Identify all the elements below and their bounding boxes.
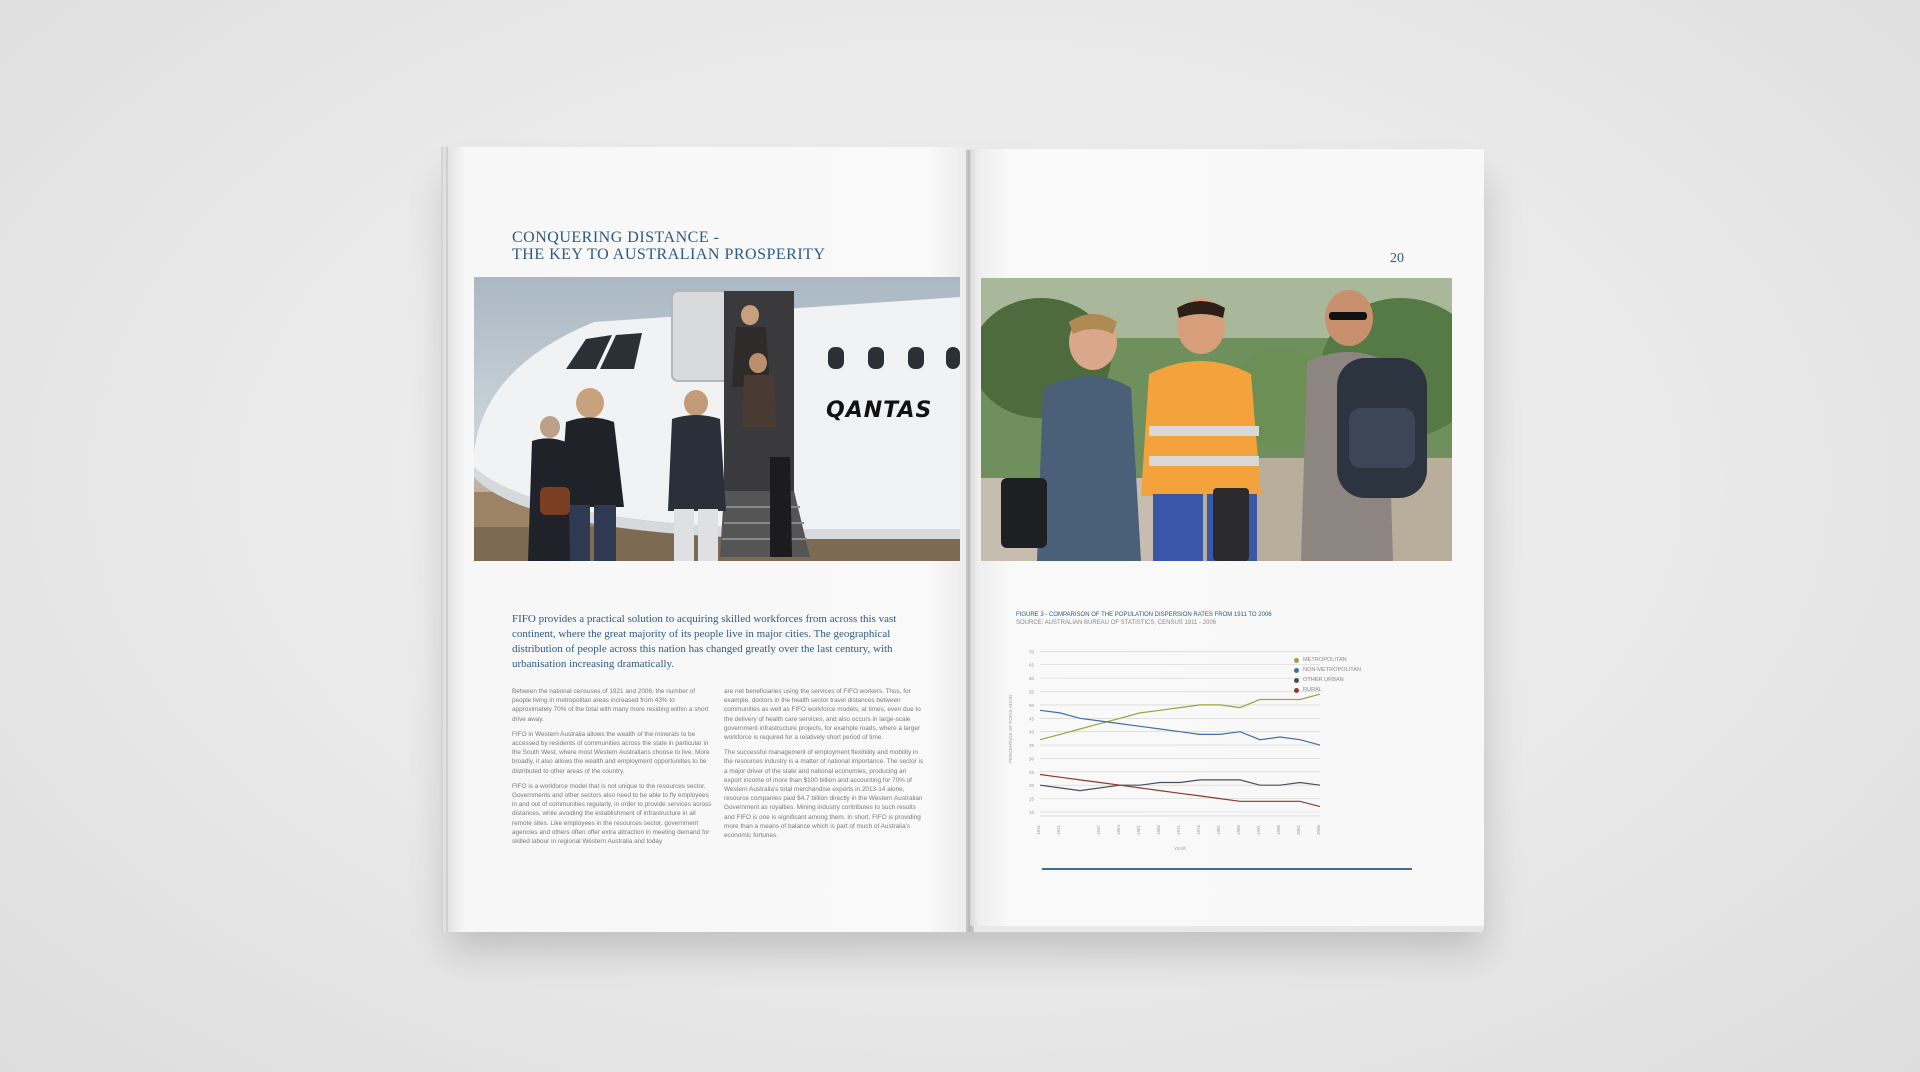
x-tick-label: 1954	[1116, 824, 1121, 836]
body-paragraph: FIFO in Western Australia allows the wealth of the minerals to be accessed by residents of communities across the state in particular in the South West, where most Western Australians choose to live. More broadly, it also allows the wealth and employment opportunities to be distributed to other areas of the country.	[512, 730, 710, 775]
body-paragraph: are net beneficiaries using the services of FIFO workers. Thus, for example, doctors in the health sector travel distances between communities as well as FIFO workforce models, at times, even due to the delivery of health care services, and also occurs in large-scale government infrastructure projects, for example roads, where a larger workforce is required for a relatively short period of time.	[724, 688, 921, 742]
y-tick-label: 45	[1028, 716, 1034, 722]
x-tick-label: 1921	[1056, 824, 1061, 836]
y-tick-label: 55	[1028, 689, 1034, 695]
workers-illustration	[981, 278, 1452, 561]
series-line-non-metropolitan	[1040, 710, 1320, 745]
figure-title: FIGURE 3 - COMPARISON OF THE POPULATION DISPERSION RATES FROM 1911 TO 2006	[1016, 612, 1272, 618]
y-axis-label: PERCENTAGE OF POPULATION	[1008, 694, 1013, 764]
series-line-metropolitan	[1040, 694, 1320, 740]
y-tick-label: 40	[1028, 729, 1034, 735]
legend-item	[1294, 685, 1361, 695]
x-tick-label: 2001	[1296, 824, 1301, 836]
x-tick-label: 1991	[1256, 824, 1261, 836]
legend-item	[1294, 655, 1361, 665]
left-page	[446, 147, 968, 932]
legend-label: OTHER URBAN	[1303, 677, 1344, 683]
population-line-chart	[1000, 634, 1340, 870]
legend-label: RURAL	[1303, 687, 1322, 693]
x-tick-label: 1981	[1216, 824, 1221, 836]
legend-label: NON-METROPOLITAN	[1303, 667, 1362, 673]
qantas-logo-text: QANTAS	[826, 398, 933, 423]
body-paragraph: FIFO is a workforce model that is not unique to the resources sector. Governments and other sectors also need to be able to fly employees in and out of communities regularly, in order to provide services across distances, while avoiding the establishment of infrastructure in all remote sites. Like employees in the resources sector, government agencies and others often offer extra attraction in meeting demand for skilled labour in regional Western Australia and today	[512, 782, 712, 846]
y-tick-label: 50	[1028, 702, 1034, 708]
body-paragraph: The successful management of employment flexibility and mobility in the resources industry is a matter of national importance. The sector is a major driver of the state and national economies, producing an export income of more than $100 billion and accounting for 70% of Western Australia's total merchandise exports in 2013-14 alone, resource companies paid $4.7 billion directly in the Western Australian Government as royalties. Mining industry contributes to such results and FIFO is one is significant among them. In short, FIFO is providing more than a means of balance which is part of much of Australia's economic fortunes.	[724, 749, 924, 840]
y-tick-label: 25	[1028, 769, 1034, 775]
y-tick-label: 30	[1028, 756, 1034, 762]
body-column-1	[512, 687, 712, 852]
legend-swatch-metropolitan	[1294, 658, 1299, 663]
y-tick-label: 35	[1028, 743, 1034, 749]
page-headline	[512, 229, 912, 263]
x-tick-label: 1947	[1096, 824, 1101, 836]
figure-source: SOURCE: AUSTRALIAN BUREAU OF STATISTICS, CENSUS 1911 - 2006	[1016, 620, 1217, 626]
page-number: 20	[1390, 251, 1404, 266]
x-tick-label: 1966	[1156, 824, 1161, 836]
legend-item	[1294, 675, 1361, 685]
y-tick-label: 60	[1028, 676, 1034, 682]
body-column-2	[724, 687, 924, 846]
x-axis-label: YEAR	[1173, 846, 1187, 851]
y-tick-label: 10	[1028, 810, 1034, 815]
x-tick-label: 2006	[1316, 824, 1321, 836]
right-page	[970, 149, 1484, 926]
legend-swatch-non-metropolitan	[1294, 668, 1299, 673]
legend-label: METROPOLITAN	[1303, 657, 1347, 663]
workers-photo	[981, 278, 1452, 561]
airplane-illustration	[474, 277, 960, 561]
chart-footer-rule	[1042, 868, 1412, 870]
intro-paragraph: FIFO provides a practical solution to acquiring skilled workforces from across this vast continent, where the great majority of its people live in major cities. The geographical distribution of people across this nation has changed greatly over the last century, with urbanisation increasing dramatically.	[512, 613, 897, 670]
airplane-photo	[474, 277, 960, 561]
legend-swatch-rural	[1294, 688, 1299, 693]
body-paragraph: Between the national censuses of 1921 and 2006, the number of people living in metropolitan areas increased from 43% to approximately 70% of the total with many more residing within a short drive away.	[512, 688, 709, 723]
headline-line-2: THE KEY TO AUSTRALIAN PROSPERITY	[512, 246, 826, 263]
chart-legend	[1294, 655, 1361, 695]
x-tick-label: 1986	[1236, 824, 1241, 836]
figure-caption	[1016, 611, 1316, 627]
x-tick-label: 1971	[1176, 824, 1181, 836]
y-tick-label: 70	[1028, 649, 1034, 655]
legend-item	[1294, 665, 1361, 675]
x-tick-label: 1961	[1136, 824, 1141, 836]
legend-swatch-other-urban	[1294, 678, 1299, 683]
chart-svg	[1000, 634, 1340, 870]
y-tick-label: 15	[1028, 796, 1034, 802]
x-tick-label: 1996	[1276, 824, 1281, 836]
y-tick-label: 20	[1028, 783, 1034, 789]
x-tick-label: 1976	[1196, 824, 1201, 836]
headline-line-1: CONQUERING DISTANCE -	[512, 229, 720, 246]
x-tick-label: 1911	[1036, 825, 1041, 835]
y-tick-label: 65	[1028, 662, 1034, 668]
